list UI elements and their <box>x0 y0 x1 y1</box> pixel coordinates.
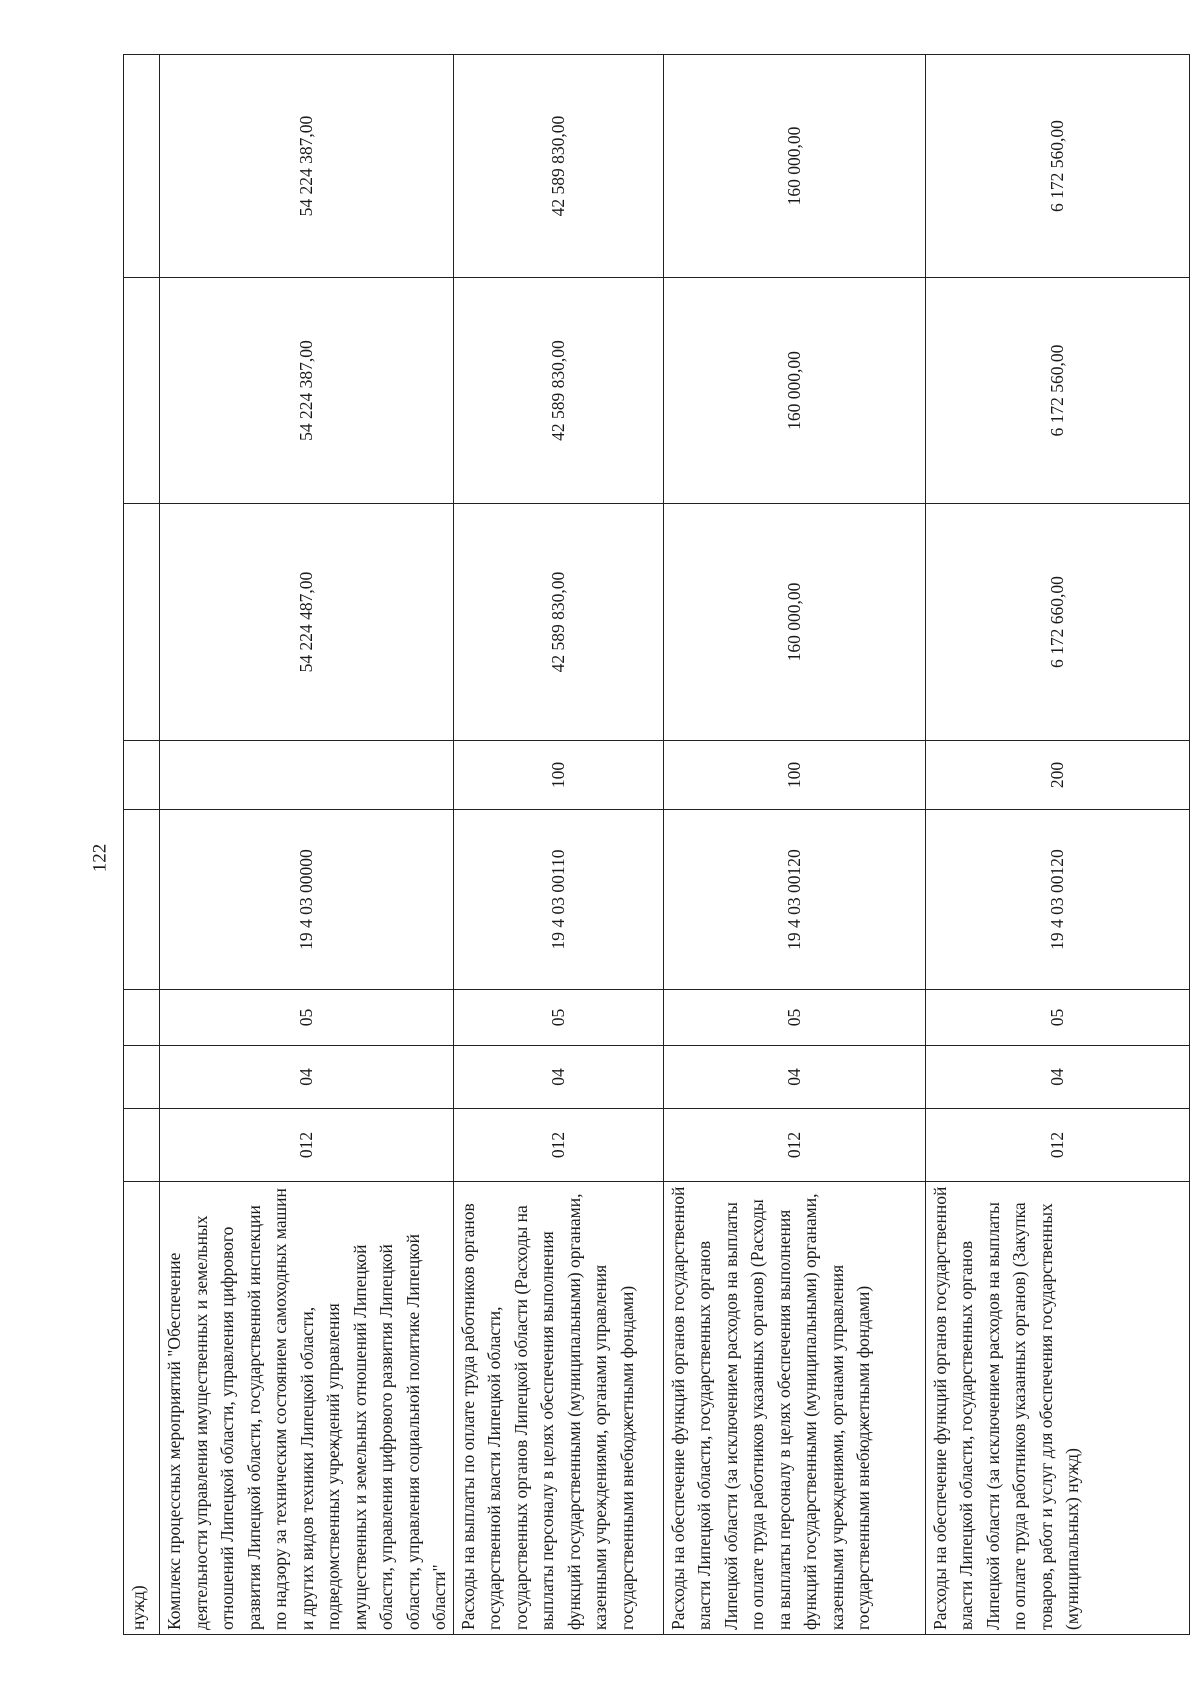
sum-cell-3: 160 000,00 <box>663 55 925 278</box>
table-row <box>925 55 1189 1635</box>
empty-cell <box>124 741 160 810</box>
target-article-cell: 19 4 03 00000 <box>160 810 454 990</box>
sum-cell-2: 42 589 830,00 <box>453 278 663 504</box>
target-article-cell: 19 4 03 00120 <box>663 810 925 990</box>
ministry-code-cell: 012 <box>453 1109 663 1182</box>
section-cell: 04 <box>453 1046 663 1109</box>
budget-table <box>123 54 1190 1635</box>
ministry-code-cell: 012 <box>160 1109 454 1182</box>
section-cell: 04 <box>663 1046 925 1109</box>
subsection-cell: 05 <box>453 990 663 1046</box>
description-cell: Расходы на выплаты по оплате труда работников органов государственной власти Липецкой области, государственных органов Липецкой области (Расходы на выплаты персоналу в целях обеспечения выполнения функций государственными (муниципальными) органами, казенными учреждениями, органами управления государственными внебюджетными фондами) <box>453 1182 663 1635</box>
subsection-cell: 05 <box>663 990 925 1046</box>
expense-type-cell: 100 <box>663 741 925 810</box>
empty-cell <box>124 810 160 990</box>
sum-cell-3: 6 172 560,00 <box>925 55 1189 278</box>
rotated-table-container <box>123 55 1176 1635</box>
section-cell: 04 <box>925 1046 1189 1109</box>
table-row <box>663 55 925 1635</box>
empty-cell <box>124 278 160 504</box>
continuation-cell: нужд) <box>124 1182 160 1635</box>
description-cell: Комплекс процессных мероприятий "Обеспечение деятельности управления имущественных и земельных отношений Липецкой области, управления цифрового развития Липецкой области, государственной инспекции по надзору за техническим состоянием самоходных машин и других видов техники Липецкой области, подведомственных учреждений управления имущественных и земельных отношений Липецкой области, управления цифрового развития Липецкой области, управления социальной политике Липецкой области" <box>160 1182 454 1635</box>
table-row <box>160 55 454 1635</box>
ministry-code-cell: 012 <box>663 1109 925 1182</box>
section-cell: 04 <box>160 1046 454 1109</box>
page-number: 122 <box>89 843 111 873</box>
sum-cell-2: 6 172 560,00 <box>925 278 1189 504</box>
subsection-cell: 05 <box>160 990 454 1046</box>
expense-type-cell <box>160 741 454 810</box>
sum-cell-1: 160 000,00 <box>663 504 925 741</box>
description-cell: Расходы на обеспечение функций органов государственной власти Липецкой области, государственных органов Липецкой области (за исключением расходов на выплаты по оплате труда работников указанных органов) (Закупка товаров, работ и услуг для обеспечения государственных (муниципальных) нужд) <box>925 1182 1189 1635</box>
empty-cell <box>124 1109 160 1182</box>
sum-cell-3: 54 224 387,00 <box>160 55 454 278</box>
target-article-cell: 19 4 03 00120 <box>925 810 1189 990</box>
empty-cell <box>124 55 160 278</box>
continuation-row <box>124 55 160 1635</box>
sum-cell-3: 42 589 830,00 <box>453 55 663 278</box>
sum-cell-2: 160 000,00 <box>663 278 925 504</box>
expense-type-cell: 100 <box>453 741 663 810</box>
sum-cell-2: 54 224 387,00 <box>160 278 454 504</box>
table-row <box>453 55 663 1635</box>
empty-cell <box>124 1046 160 1109</box>
sum-cell-1: 42 589 830,00 <box>453 504 663 741</box>
empty-cell <box>124 990 160 1046</box>
subsection-cell: 05 <box>925 990 1189 1046</box>
target-article-cell: 19 4 03 00110 <box>453 810 663 990</box>
sum-cell-1: 6 172 660,00 <box>925 504 1189 741</box>
sum-cell-1: 54 224 487,00 <box>160 504 454 741</box>
empty-cell <box>124 504 160 741</box>
expense-type-cell: 200 <box>925 741 1189 810</box>
description-cell: Расходы на обеспечение функций органов государственной власти Липецкой области, государственных органов Липецкой области (за исключением расходов на выплаты по оплате труда работников указанных органов) (Расходы на выплаты персоналу в целях обеспечения выполнения функций государственными (муниципальными) органами, казенными учреждениями, органами управления государственными внебюджетными фондами) <box>663 1182 925 1635</box>
ministry-code-cell: 012 <box>925 1109 1189 1182</box>
